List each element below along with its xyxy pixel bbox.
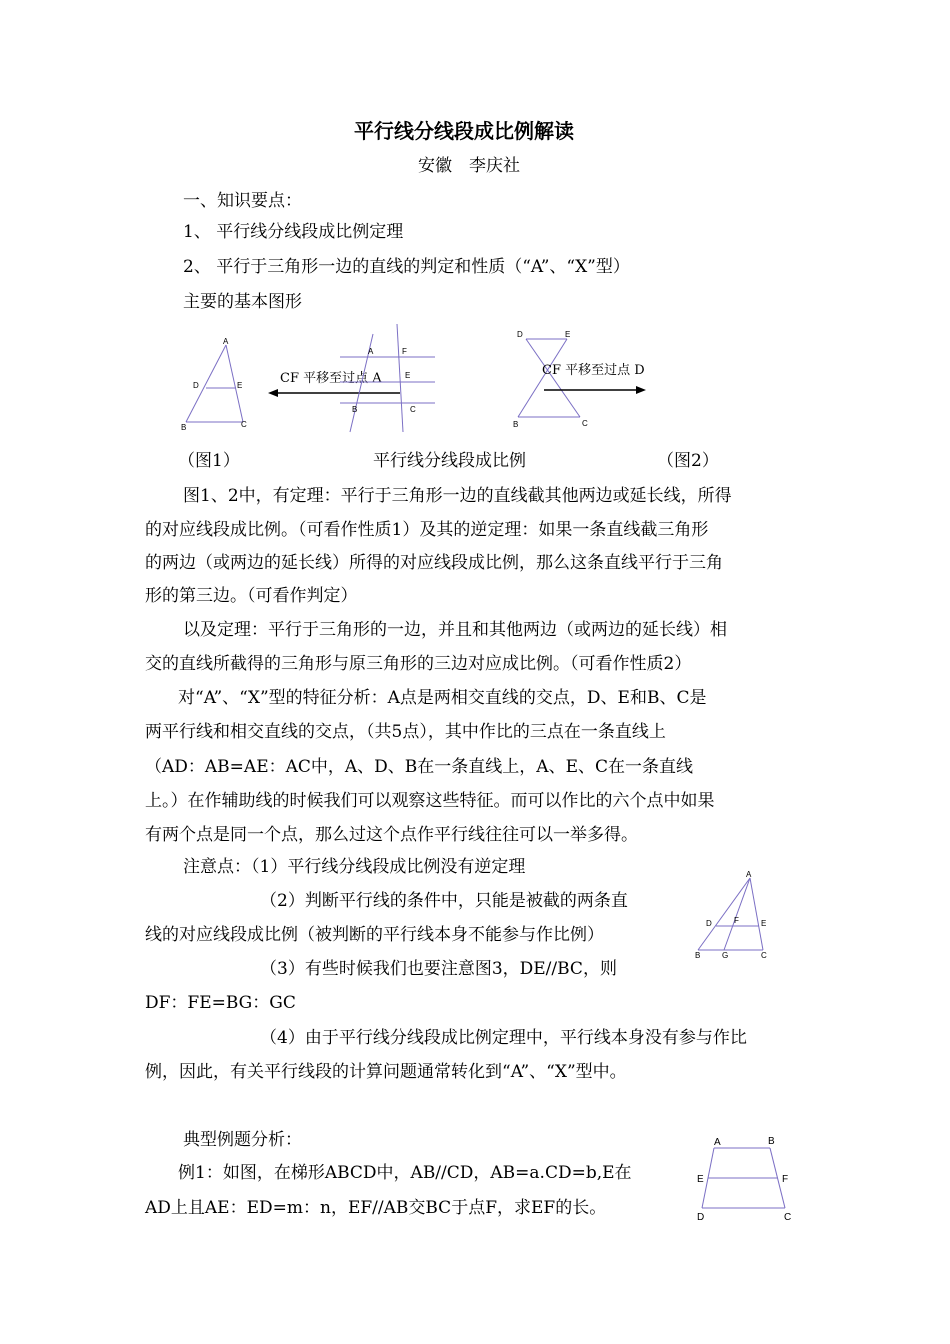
fig1-label: D xyxy=(193,381,199,390)
fig-mid-label: E xyxy=(405,371,411,380)
paragraph-line: 的对应线段成比例。（可看作性质1）及其的逆定理：如果一条直线截三角形 xyxy=(145,520,709,540)
knowledge-point-2: 2、 平行于三角形一边的直线的判定和性质（“A”、“X”型） xyxy=(183,257,630,277)
fig3-label: F xyxy=(734,916,739,925)
fig-mid-label: A xyxy=(368,347,374,356)
note-line: （2）判断平行线的条件中，只能是被截的两条直 xyxy=(260,891,628,911)
basic-figures-label: 主要的基本图形 xyxy=(183,292,302,312)
fig2-caption: （图2） xyxy=(657,451,719,471)
figure-parallel-lines xyxy=(335,322,445,437)
fig2-label: D xyxy=(517,330,523,339)
section-heading: 一、知识要点： xyxy=(183,191,302,211)
fig1-label: E xyxy=(237,381,243,390)
middle-caption: 平行线分线段成比例 xyxy=(373,451,526,471)
example-line: AD上且AE：ED=m：n，EF//AB交BC于点F，求EF的长。 xyxy=(145,1198,607,1218)
fig3-label: D xyxy=(706,919,712,928)
paragraph-line: （AD：AB=AE：AC中，A、D、B在一条直线上，A、E、C在一条直线 xyxy=(145,757,693,777)
fig2-label: C xyxy=(582,419,588,428)
fig1-label: C xyxy=(241,420,247,429)
author: 安徽 李庆社 xyxy=(418,156,520,176)
note-line: 线的对应线段成比例（被判断的平行线本身不能参与作比例） xyxy=(145,925,604,945)
paragraph-line: 以及定理：平行于三角形的一边，并且和其他两边（或两边的延长线）相 xyxy=(183,620,727,640)
arrow-left-label: CF 平移至过点 A xyxy=(280,371,382,386)
example-line: 例1：如图，在梯形ABCD中，AB//CD，AB=a.CD=b,E在 xyxy=(178,1163,632,1183)
arrow-right xyxy=(538,360,658,400)
paragraph-line: 形的第三边。（可看作判定） xyxy=(145,586,358,606)
fig3-label: G xyxy=(722,951,729,960)
fig2-label: B xyxy=(513,420,519,429)
fig3-label: A xyxy=(746,870,752,879)
paragraph-line: 上。）在作辅助线的时候我们可以观察这些特征。而可以作比的六个点中如果 xyxy=(145,791,715,811)
paragraph-line: 的两边（或两边的延长线）所得的对应线段成比例，那么这条直线平行于三角 xyxy=(145,553,723,573)
note-line: （4）由于平行线分线段成比例定理中，平行线本身没有参与作比 xyxy=(260,1028,747,1048)
figure-3-triangle xyxy=(690,868,780,963)
fig4-label: B xyxy=(768,1136,775,1147)
fig4-label: C xyxy=(784,1212,792,1223)
figure-1-triangle xyxy=(178,335,258,435)
paragraph-line: 对“A”、“X”型的特征分析：A点是两相交直线的交点，D、E和B、C是 xyxy=(178,688,707,708)
note-line: 例，因此，有关平行线段的计算问题通常转化到“A”、“X”型中。 xyxy=(145,1062,627,1082)
fig3-label: E xyxy=(761,919,767,928)
paragraph-line: 交的直线所截得的三角形与原三角形的三边对应成比例。（可看作性质2） xyxy=(145,654,692,674)
paragraph-line: 两平行线和相交直线的交点，（共5点），其中作比的三点在一条直线上 xyxy=(145,722,666,742)
page-title: 平行线分线段成比例解读 xyxy=(354,119,574,143)
fig3-label: C xyxy=(761,951,767,960)
paragraph-line: 图1、2中，有定理：平行于三角形一边的直线截其他两边或延长线，所得 xyxy=(183,486,732,506)
fig1-label: A xyxy=(223,337,229,346)
fig-mid-label: F xyxy=(402,347,407,356)
fig1-label: B xyxy=(181,423,187,432)
fig1-caption: （图1） xyxy=(178,451,240,471)
fig-mid-label: C xyxy=(410,405,416,414)
fig3-label: B xyxy=(695,951,701,960)
fig-mid-label: B xyxy=(352,405,358,414)
note-line: DF：FE=BG：GC xyxy=(145,993,296,1013)
fig4-label: F xyxy=(782,1174,789,1185)
arrow-right-label: CF 平移至过点 D xyxy=(542,363,645,378)
examples-heading: 典型例题分析： xyxy=(183,1130,302,1150)
fig4-label: D xyxy=(697,1212,705,1223)
figure-4-trapezoid xyxy=(690,1133,800,1223)
knowledge-point-1: 1、 平行线分线段成比例定理 xyxy=(183,222,404,242)
fig4-label: E xyxy=(697,1174,704,1185)
note-line: 注意点：（1）平行线分线段成比例没有逆定理 xyxy=(183,857,526,877)
note-line: （3）有些时候我们也要注意图3，DE//BC，则 xyxy=(260,959,617,979)
paragraph-line: 有两个点是同一个点，那么过这个点作平行线往往可以一举多得。 xyxy=(145,825,638,845)
fig4-label: A xyxy=(714,1137,721,1148)
fig2-label: E xyxy=(565,330,571,339)
